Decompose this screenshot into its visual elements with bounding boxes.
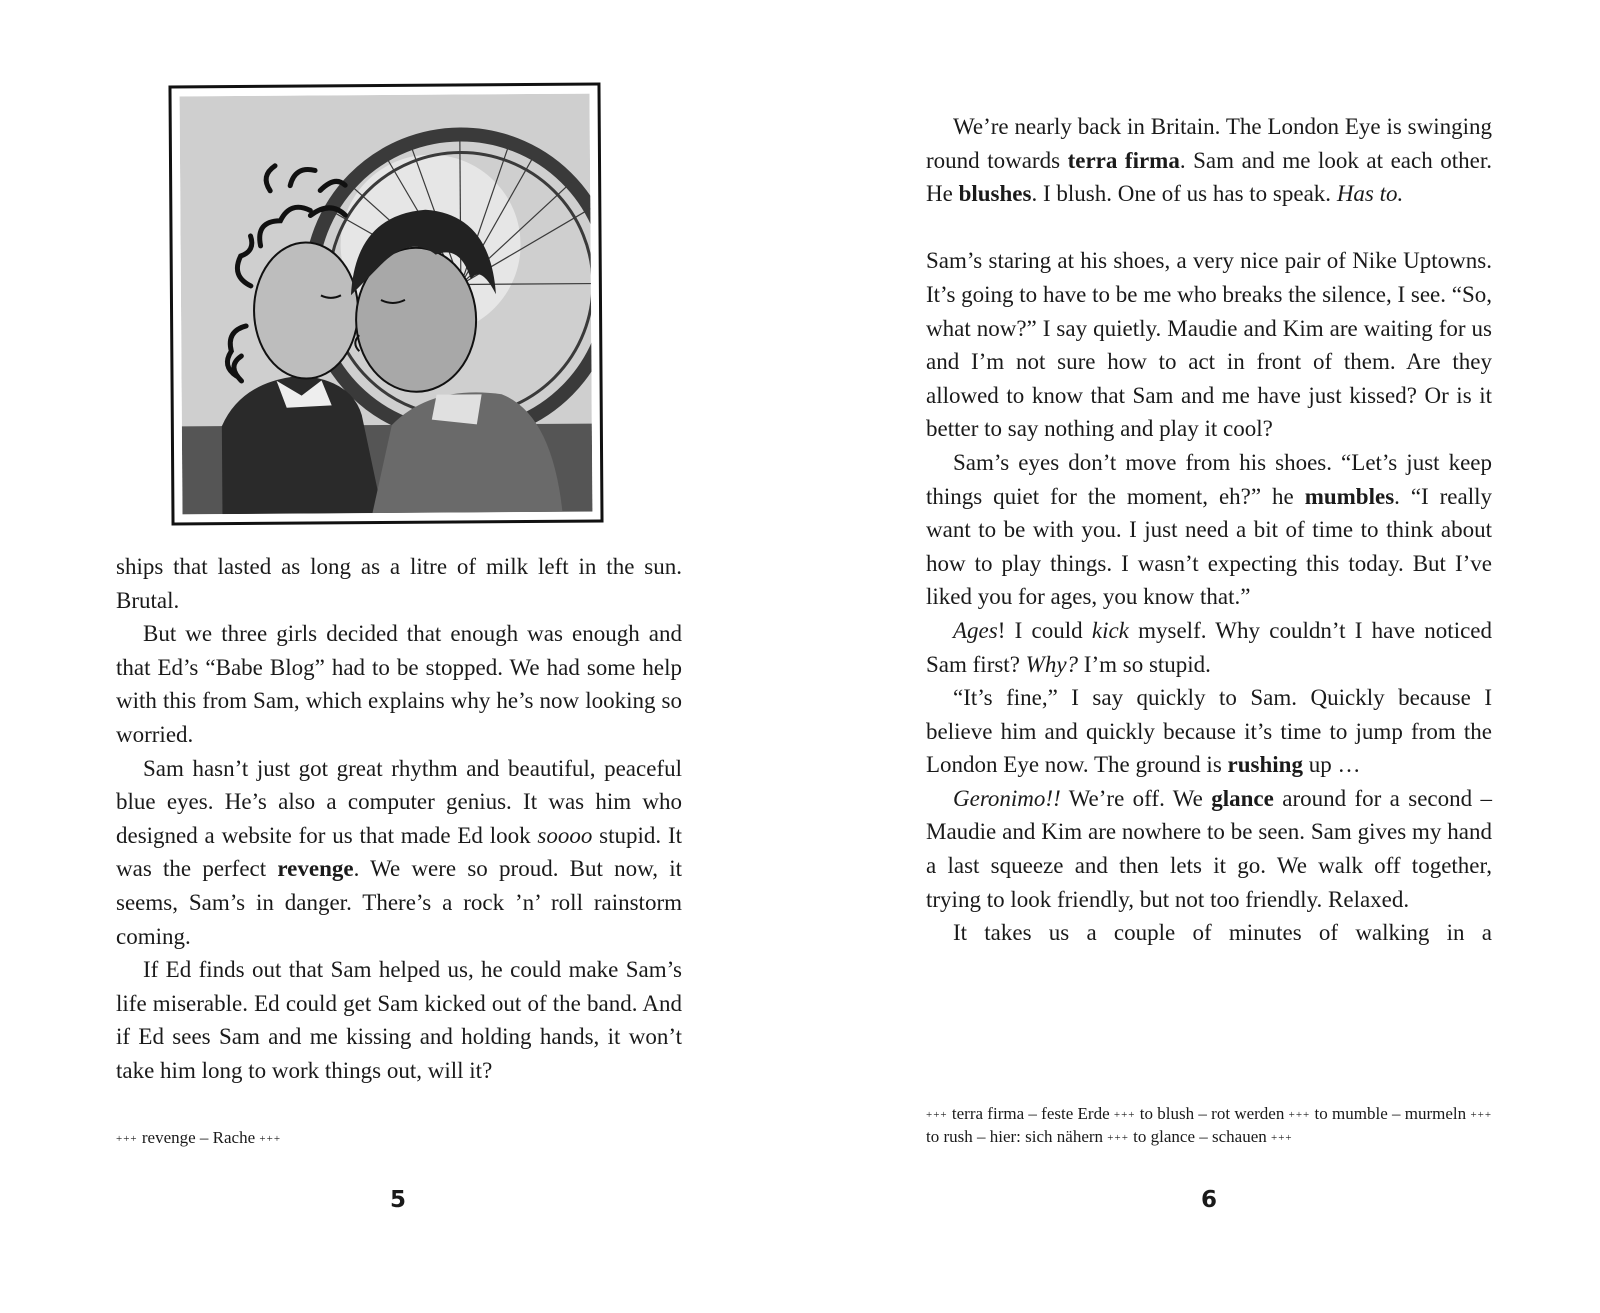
emphasis: Geronimo!! — [953, 785, 1061, 811]
paragraph: We’re nearly back in Britain. The London Eye is swinging round towards terra firma. Sam and me look at each other. He blushes. I blush. One of us has to speak. Has to. — [926, 114, 1492, 207]
paragraph: If Ed finds out that Sam helped us, he could make Sam’s life miserable. Ed could get Sam kicked out of the band. And if Ed sees Sam and me kissing and holding hands, it won’t take him long to work things out, will it? — [116, 957, 682, 1083]
page-number: 5 — [389, 1187, 406, 1213]
glossary-separator: +++ — [1271, 1132, 1293, 1144]
glossary-separator: +++ — [116, 1133, 138, 1145]
paragraph: But we three girls decided that enough was enough and that Ed’s “Babe Blog” had to be stopped. We had some help with this from Sam, which explains why he’s now looking so worried. — [116, 621, 682, 747]
glossary-separator: +++ — [259, 1133, 282, 1145]
paragraph: ships that lasted as long as a litre of milk left in the sun. Brutal. — [116, 554, 682, 613]
glossary-entry: revenge – Rache — [141, 1128, 256, 1147]
page-number: 6 — [1200, 1187, 1217, 1213]
emphasis: kick — [1091, 617, 1129, 643]
paragraph: “It’s fine,” I say quickly to Sam. Quickly because I believe him and quickly because it’s time to jump from the London Eye now. The ground is rushing up … — [926, 685, 1492, 778]
glossary-entry: to mumble – murmeln — [1314, 1104, 1467, 1123]
glossary-term: terra firma — [1067, 147, 1180, 173]
glossary-entry: to glance – schauen — [1133, 1127, 1267, 1146]
paragraph: Sam hasn’t just got great rhythm and beautiful, peaceful blue eyes. He’s also a computer genius. It was him who designed a website for us that made Ed look soooo stupid. It was the perfect revenge. We were so proud. But now, it seems, Sam’s in danger. There’s a rock ’n’ roll rainstorm coming. — [116, 755, 683, 949]
paragraph: Geronimo!! We’re off. We glance around for a second – Maudie and Kim are nowhere to be seen. Sam gives my hand a last squeeze and then lets it go. We walk off together, trying to look friendly, but not too friendly. Relaxed. — [926, 785, 1493, 912]
glossary-separator: +++ — [1288, 1109, 1311, 1121]
paragraph: It takes us a couple of minutes of walking in a — [953, 920, 1492, 946]
emphasis: soooo — [537, 822, 593, 848]
glossary-footnote — [926, 1103, 1492, 1149]
kiss-illustration-image — [180, 94, 593, 515]
left-body-text — [116, 550, 682, 1088]
glossary-entry: to rush – hier: sich nähern — [926, 1127, 1104, 1146]
right-body-text — [926, 110, 1492, 950]
glossary-separator: +++ — [1113, 1109, 1136, 1121]
glossary-separator: +++ — [1107, 1132, 1129, 1144]
glossary-term: rushing — [1227, 752, 1303, 778]
paragraph: Sam’s staring at his shoes, a very nice pair of Nike Uptowns. It’s going to have to be me who breaks the silence, I see. “So, what now?” I say quietly. Maudie and Kim are waiting for us and I’m not sure how to act in front of them. Are they allowed to know that Sam and me have just kissed? Or is it better to say nothing and play it cool? — [926, 248, 1492, 442]
glossary-term: revenge — [277, 856, 354, 882]
glossary-entry: terra firma – feste Erde — [951, 1104, 1110, 1123]
glossary-term: blushes — [958, 181, 1032, 207]
glossary-entry: to blush – rot werden — [1139, 1104, 1285, 1123]
emphasis: Ages — [953, 617, 998, 643]
emphasis: Why? — [1025, 651, 1079, 677]
illustration-kiss-london-eye — [168, 82, 603, 525]
glossary-separator: +++ — [1470, 1109, 1493, 1121]
glossary-term: glance — [1211, 785, 1274, 811]
glossary-footnote — [116, 1127, 682, 1150]
right-page — [800, 0, 1600, 1313]
emphasis: Has to. — [1336, 181, 1404, 207]
paragraph: Sam’s eyes don’t move from his shoes. “Let’s just keep things quiet for the moment, eh?” he mumbles. “I really want to be with you. I just need a bit of time to think about how to play things. I wasn’t expecting this today. But I’ve liked you for ages, you know that.” — [926, 449, 1492, 610]
paragraph: Ages! I could kick myself. Why couldn’t I have noticed Sam first? Why? I’m so stupid. — [926, 617, 1492, 677]
glossary-separator: +++ — [926, 1109, 948, 1121]
glossary-term: mumbles — [1304, 483, 1395, 509]
